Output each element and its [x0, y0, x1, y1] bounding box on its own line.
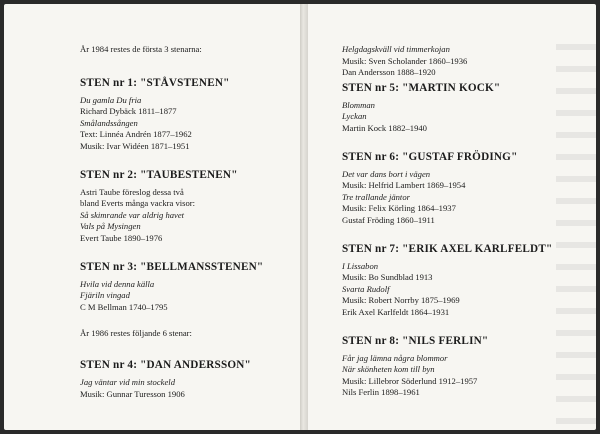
stone-block-3 — [80, 260, 295, 314]
song-title: Fjäriln vingad — [80, 290, 130, 301]
stone-block-7 — [342, 242, 587, 319]
song-title: Jag väntar vid min stockeld — [80, 376, 175, 387]
credit-line: Musik: Ivar Widéen 1871–1951 — [80, 140, 190, 151]
stone-heading: STEN nr 4: "DAN ANDERSSON" — [80, 358, 251, 371]
credit-line: Nils Ferlin 1898–1961 — [342, 387, 420, 398]
song-title: Svarta Rudolf — [342, 283, 390, 294]
stone-heading: STEN nr 8: "NILS FERLIN" — [342, 334, 489, 347]
credit-line: Richard Dybäck 1811–1877 — [80, 106, 177, 117]
credit-line: Musik: Bo Sundblad 1913 — [342, 272, 433, 283]
stone-block-1 — [80, 76, 295, 153]
credit-line: Musik: Lillebror Söderlund 1912–1957 — [342, 375, 478, 386]
intro-1984: År 1984 restes de första 3 stenarna: — [80, 44, 202, 54]
credit-line: Musik: Felix Körling 1864–1937 — [342, 203, 456, 214]
song-title: Får jag lämna några blommor — [342, 352, 448, 363]
credit-line: Evert Taube 1890–1976 — [80, 232, 163, 243]
note-line: bland Everts många vackra visor: — [80, 198, 196, 209]
song-title: Helgdagskväll vid timmerkojan — [342, 44, 450, 54]
song-title: Vals på Mysingen — [80, 221, 141, 232]
credit-line: Martin Kock 1882–1940 — [342, 122, 427, 133]
credit-line: Musik: Sven Scholander 1860–1936 — [342, 55, 468, 66]
stone-heading: STEN nr 3: "BELLMANSSTENEN" — [80, 260, 264, 273]
song-title: Hvila vid denna källa — [80, 278, 155, 289]
credit-line: C M Bellman 1740–1795 — [80, 301, 168, 312]
stone-4-continued — [342, 44, 587, 79]
stone-heading: STEN nr 2: "TAUBESTENEN" — [80, 168, 238, 181]
right-column — [342, 44, 587, 414]
credit-line: Musik: Helfrid Lambert 1869–1954 — [342, 180, 466, 191]
intro-1986: År 1986 restes följande 6 stenar: — [80, 328, 192, 339]
booklet-spine — [300, 4, 308, 430]
song-title: Blomman — [342, 99, 375, 110]
credit-line: Dan Andersson 1888–1920 — [342, 67, 436, 78]
song-title: Så skimrande var aldrig havet — [80, 209, 185, 220]
stone-heading: STEN nr 6: "GUSTAF FRÖDING" — [342, 150, 518, 163]
song-title: När skönheten kom till byn — [342, 364, 435, 375]
stone-heading: STEN nr 1: "STÅVSTENEN" — [80, 76, 230, 89]
credit-line: Musik: Robert Norrby 1875–1969 — [342, 295, 460, 306]
credit-line: Text: Linnéa Andrén 1877–1962 — [80, 129, 192, 140]
credit-line: Musik: Gunnar Turesson 1906 — [80, 388, 185, 399]
note-line: Astri Taube föreslog dessa två — [80, 186, 184, 197]
stone-heading: STEN nr 5: "MARTIN KOCK" — [342, 81, 501, 94]
song-title: I Lissabon — [342, 260, 379, 271]
stone-block-8 — [342, 334, 587, 399]
song-title: Du gamla Du fria — [80, 94, 142, 105]
song-title: Smålandssången — [80, 117, 138, 128]
stone-heading: STEN nr 7: "ERIK AXEL KARLFELDT" — [342, 242, 553, 255]
stone-block-4 — [80, 358, 295, 400]
song-title: Det var dans bort i vägen — [342, 168, 431, 179]
stone-block-5 — [342, 81, 587, 135]
song-title: Tre trallande jäntor — [342, 191, 410, 202]
song-title: Lyckan — [342, 111, 367, 122]
left-column — [80, 44, 295, 415]
stone-block-6 — [342, 150, 587, 227]
credit-line: Gustaf Fröding 1860–1911 — [342, 214, 435, 225]
stone-block-2 — [80, 168, 295, 245]
credit-line: Erik Axel Karlfeldt 1864–1931 — [342, 306, 450, 317]
